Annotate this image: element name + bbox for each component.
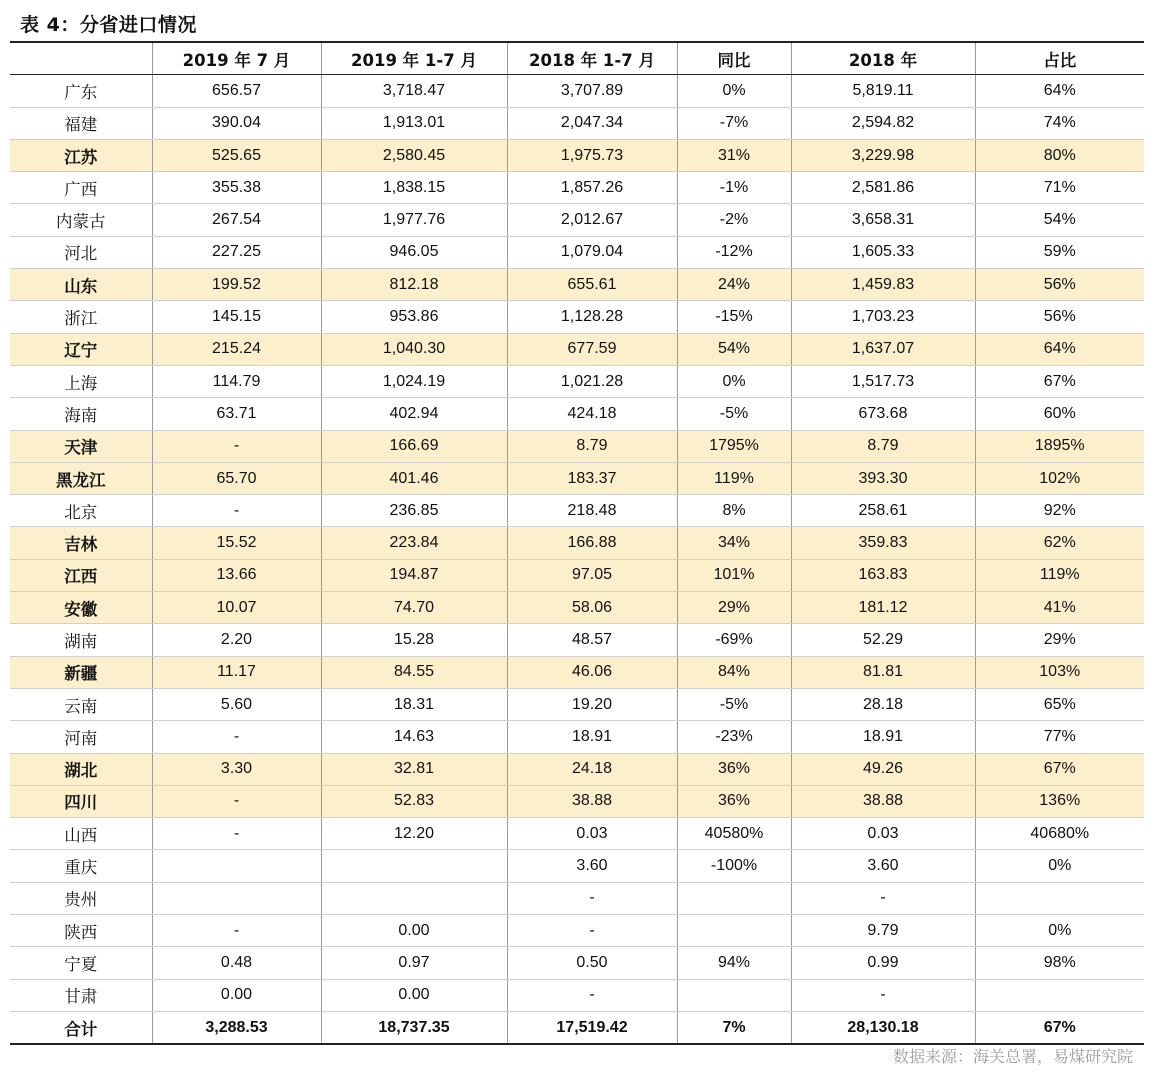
value-2018-jan-jul: 1,079.04 <box>507 236 677 268</box>
value-2018-jan-jul: 58.06 <box>507 592 677 624</box>
value-share: 136% <box>975 785 1144 817</box>
value-2018-jan-jul: - <box>507 915 677 947</box>
table-row <box>10 333 1144 365</box>
value-2019-jul: 63.71 <box>152 398 321 430</box>
value-2019-jul: - <box>152 785 321 817</box>
value-2019-jan-jul: 401.46 <box>321 462 507 494</box>
value-2018: 673.68 <box>791 398 975 430</box>
table-row <box>10 721 1144 753</box>
value-2019-jan-jul: 236.85 <box>321 495 507 527</box>
value-2019-jan-jul: 946.05 <box>321 236 507 268</box>
value-2019-jul: 656.57 <box>152 75 321 107</box>
value-2019-jul: 390.04 <box>152 107 321 139</box>
value-2018-jan-jul: 0.50 <box>507 947 677 979</box>
value-yoy <box>677 882 791 914</box>
value-2018: 2,594.82 <box>791 107 975 139</box>
value-yoy: -100% <box>677 850 791 882</box>
value-yoy: 119% <box>677 462 791 494</box>
table-row <box>10 269 1144 301</box>
value-share: 67% <box>975 1011 1144 1044</box>
value-2019-jul: - <box>152 721 321 753</box>
value-2019-jan-jul: 1,024.19 <box>321 365 507 397</box>
province-name: 四川 <box>10 785 152 817</box>
value-2019-jul: 15.52 <box>152 527 321 559</box>
value-share: 56% <box>975 301 1144 333</box>
value-2019-jul: 2.20 <box>152 624 321 656</box>
value-share: 64% <box>975 75 1144 107</box>
province-name: 云南 <box>10 688 152 720</box>
value-2019-jul: 525.65 <box>152 139 321 171</box>
value-yoy: 24% <box>677 269 791 301</box>
value-yoy: 8% <box>677 495 791 527</box>
table-row <box>10 172 1144 204</box>
value-2019-jul: 13.66 <box>152 559 321 591</box>
province-name: 山西 <box>10 818 152 850</box>
value-share: 62% <box>975 527 1144 559</box>
table-row <box>10 882 1144 914</box>
value-2019-jan-jul: 1,913.01 <box>321 107 507 139</box>
value-2018: 9.79 <box>791 915 975 947</box>
table-row <box>10 236 1144 268</box>
province-name: 重庆 <box>10 850 152 882</box>
value-2019-jul <box>152 850 321 882</box>
province-name: 湖南 <box>10 624 152 656</box>
value-yoy: 36% <box>677 785 791 817</box>
header-2019-jul: 2019 年 7 月 <box>152 42 321 75</box>
value-share: 74% <box>975 107 1144 139</box>
value-2018-jan-jul: 18.91 <box>507 721 677 753</box>
value-share: 103% <box>975 656 1144 688</box>
value-2019-jan-jul: 18.31 <box>321 688 507 720</box>
value-2018-jan-jul: 48.57 <box>507 624 677 656</box>
value-yoy: -7% <box>677 107 791 139</box>
value-2019-jul: 0.00 <box>152 979 321 1011</box>
value-2019-jan-jul: 0.97 <box>321 947 507 979</box>
value-2018-jan-jul: 24.18 <box>507 753 677 785</box>
value-2018: 1,517.73 <box>791 365 975 397</box>
value-yoy <box>677 979 791 1011</box>
value-2018-jan-jul: 166.88 <box>507 527 677 559</box>
value-2019-jan-jul: 812.18 <box>321 269 507 301</box>
table-row <box>10 656 1144 688</box>
table-row <box>10 75 1144 107</box>
value-2018: 5,819.11 <box>791 75 975 107</box>
table-row <box>10 107 1144 139</box>
table-row <box>10 785 1144 817</box>
province-name: 河南 <box>10 721 152 753</box>
value-2019-jan-jul: 52.83 <box>321 785 507 817</box>
table-row <box>10 527 1144 559</box>
value-2019-jan-jul: 32.81 <box>321 753 507 785</box>
value-2018: 3,229.98 <box>791 139 975 171</box>
table-row <box>10 688 1144 720</box>
table-row <box>10 753 1144 785</box>
value-2018-jan-jul: 0.03 <box>507 818 677 850</box>
value-2019-jan-jul: 953.86 <box>321 301 507 333</box>
value-2018: 18.91 <box>791 721 975 753</box>
value-2018: 28.18 <box>791 688 975 720</box>
table-row <box>10 915 1144 947</box>
value-share <box>975 979 1144 1011</box>
value-yoy: 54% <box>677 333 791 365</box>
value-2019-jan-jul: 14.63 <box>321 721 507 753</box>
value-share: 92% <box>975 495 1144 527</box>
value-2018: 163.83 <box>791 559 975 591</box>
value-yoy: 0% <box>677 365 791 397</box>
province-name: 江苏 <box>10 139 152 171</box>
value-yoy: -69% <box>677 624 791 656</box>
value-yoy: -12% <box>677 236 791 268</box>
province-name: 浙江 <box>10 301 152 333</box>
table-row <box>10 947 1144 979</box>
province-import-table <box>10 41 1144 1045</box>
province-name: 山东 <box>10 269 152 301</box>
value-2018-jan-jul: 19.20 <box>507 688 677 720</box>
value-2019-jan-jul <box>321 850 507 882</box>
table-row <box>10 430 1144 462</box>
value-2019-jul: 10.07 <box>152 592 321 624</box>
table-row <box>10 592 1144 624</box>
value-share: 41% <box>975 592 1144 624</box>
value-2019-jan-jul: 18,737.35 <box>321 1011 507 1044</box>
province-name: 陕西 <box>10 915 152 947</box>
value-share: 1895% <box>975 430 1144 462</box>
value-2018-jan-jul: - <box>507 979 677 1011</box>
value-share: 29% <box>975 624 1144 656</box>
value-yoy: 29% <box>677 592 791 624</box>
value-2018: 38.88 <box>791 785 975 817</box>
value-share: 67% <box>975 365 1144 397</box>
value-2018-jan-jul: 183.37 <box>507 462 677 494</box>
value-2019-jul <box>152 882 321 914</box>
value-2018: 1,459.83 <box>791 269 975 301</box>
province-name: 贵州 <box>10 882 152 914</box>
value-2019-jul: - <box>152 915 321 947</box>
header-2018-jan-jul: 2018 年 1-7 月 <box>507 42 677 75</box>
header-yoy: 同比 <box>677 42 791 75</box>
province-name: 吉林 <box>10 527 152 559</box>
value-2018-jan-jul: 1,857.26 <box>507 172 677 204</box>
value-yoy: -23% <box>677 721 791 753</box>
value-share: 119% <box>975 559 1144 591</box>
value-2019-jul: 11.17 <box>152 656 321 688</box>
value-2018: 1,703.23 <box>791 301 975 333</box>
value-share: 60% <box>975 398 1144 430</box>
value-share: 80% <box>975 139 1144 171</box>
value-2019-jul: 0.48 <box>152 947 321 979</box>
value-share: 0% <box>975 850 1144 882</box>
value-2018: 393.30 <box>791 462 975 494</box>
province-name: 内蒙古 <box>10 204 152 236</box>
value-2018-jan-jul: 1,975.73 <box>507 139 677 171</box>
value-2018: - <box>791 979 975 1011</box>
province-name: 天津 <box>10 430 152 462</box>
value-2019-jul: 5.60 <box>152 688 321 720</box>
value-share: 77% <box>975 721 1144 753</box>
province-name: 宁夏 <box>10 947 152 979</box>
value-share: 67% <box>975 753 1144 785</box>
value-yoy: 36% <box>677 753 791 785</box>
value-2018: 81.81 <box>791 656 975 688</box>
table-row <box>10 979 1144 1011</box>
value-yoy: 7% <box>677 1011 791 1044</box>
value-2018: 181.12 <box>791 592 975 624</box>
value-2019-jul: - <box>152 430 321 462</box>
value-share: 56% <box>975 269 1144 301</box>
value-share: 65% <box>975 688 1144 720</box>
value-2019-jul: 3,288.53 <box>152 1011 321 1044</box>
table-row <box>10 462 1144 494</box>
province-name: 甘肃 <box>10 979 152 1011</box>
province-name: 河北 <box>10 236 152 268</box>
value-2019-jul: 145.15 <box>152 301 321 333</box>
value-2018-jan-jul: 2,012.67 <box>507 204 677 236</box>
value-2018-jan-jul: 97.05 <box>507 559 677 591</box>
value-yoy: 34% <box>677 527 791 559</box>
value-2018-jan-jul: 8.79 <box>507 430 677 462</box>
total-row <box>10 1011 1144 1044</box>
value-yoy: 0% <box>677 75 791 107</box>
value-2018-jan-jul: 1,021.28 <box>507 365 677 397</box>
value-share: 59% <box>975 236 1144 268</box>
value-share: 98% <box>975 947 1144 979</box>
value-2019-jul: - <box>152 495 321 527</box>
value-share: 71% <box>975 172 1144 204</box>
value-2019-jul: 227.25 <box>152 236 321 268</box>
value-share: 40680% <box>975 818 1144 850</box>
province-name: 辽宁 <box>10 333 152 365</box>
value-2019-jan-jul: 166.69 <box>321 430 507 462</box>
value-2018: 28,130.18 <box>791 1011 975 1044</box>
value-2018-jan-jul: 2,047.34 <box>507 107 677 139</box>
value-2019-jul: - <box>152 818 321 850</box>
table-row <box>10 495 1144 527</box>
table-title: 表 4：分省进口情况 <box>20 14 197 36</box>
province-name: 福建 <box>10 107 152 139</box>
value-2018-jan-jul: 38.88 <box>507 785 677 817</box>
value-2019-jan-jul: 1,040.30 <box>321 333 507 365</box>
table-row <box>10 559 1144 591</box>
value-2018: - <box>791 882 975 914</box>
source-note: 数据来源：海关总署，易煤研究院 <box>892 1047 1133 1066</box>
value-yoy: 31% <box>677 139 791 171</box>
table-row <box>10 850 1144 882</box>
value-2019-jan-jul: 3,718.47 <box>321 75 507 107</box>
value-2018-jan-jul: 655.61 <box>507 269 677 301</box>
province-name: 北京 <box>10 495 152 527</box>
table-row <box>10 301 1144 333</box>
province-name: 江西 <box>10 559 152 591</box>
header-2019-jan-jul: 2019 年 1-7 月 <box>321 42 507 75</box>
province-name: 海南 <box>10 398 152 430</box>
value-share: 0% <box>975 915 1144 947</box>
value-2019-jan-jul: 2,580.45 <box>321 139 507 171</box>
value-2019-jul: 199.52 <box>152 269 321 301</box>
value-2018: 52.29 <box>791 624 975 656</box>
table-row <box>10 139 1144 171</box>
value-2018-jan-jul: 3,707.89 <box>507 75 677 107</box>
value-2018: 3.60 <box>791 850 975 882</box>
value-2018: 2,581.86 <box>791 172 975 204</box>
value-2018-jan-jul: 17,519.42 <box>507 1011 677 1044</box>
province-name: 广西 <box>10 172 152 204</box>
value-share: 102% <box>975 462 1144 494</box>
value-yoy: -1% <box>677 172 791 204</box>
province-name: 黑龙江 <box>10 462 152 494</box>
value-2019-jan-jul: 84.55 <box>321 656 507 688</box>
value-2018: 49.26 <box>791 753 975 785</box>
province-name: 新疆 <box>10 656 152 688</box>
value-2019-jul: 65.70 <box>152 462 321 494</box>
province-name: 广东 <box>10 75 152 107</box>
value-2019-jan-jul: 15.28 <box>321 624 507 656</box>
value-2019-jan-jul: 402.94 <box>321 398 507 430</box>
value-2019-jan-jul: 223.84 <box>321 527 507 559</box>
province-name: 合计 <box>10 1011 152 1044</box>
value-yoy: 84% <box>677 656 791 688</box>
value-2019-jul: 3.30 <box>152 753 321 785</box>
value-yoy: 94% <box>677 947 791 979</box>
province-name: 湖北 <box>10 753 152 785</box>
value-2018-jan-jul: 218.48 <box>507 495 677 527</box>
value-2019-jan-jul: 12.20 <box>321 818 507 850</box>
table-row <box>10 398 1144 430</box>
value-2018: 0.03 <box>791 818 975 850</box>
value-2019-jan-jul: 74.70 <box>321 592 507 624</box>
table-row <box>10 365 1144 397</box>
table-row <box>10 818 1144 850</box>
value-2019-jan-jul: 1,977.76 <box>321 204 507 236</box>
table-row <box>10 204 1144 236</box>
value-share <box>975 882 1144 914</box>
value-2019-jul: 114.79 <box>152 365 321 397</box>
value-2019-jan-jul: 194.87 <box>321 559 507 591</box>
value-2018: 0.99 <box>791 947 975 979</box>
table-row <box>10 624 1144 656</box>
province-name: 上海 <box>10 365 152 397</box>
header-share: 占比 <box>975 42 1144 75</box>
value-yoy: 40580% <box>677 818 791 850</box>
value-2019-jul: 355.38 <box>152 172 321 204</box>
value-yoy: -5% <box>677 398 791 430</box>
value-2018: 1,605.33 <box>791 236 975 268</box>
value-2019-jul: 215.24 <box>152 333 321 365</box>
value-yoy: 1795% <box>677 430 791 462</box>
value-2019-jan-jul: 0.00 <box>321 979 507 1011</box>
value-2018-jan-jul: 3.60 <box>507 850 677 882</box>
table-body <box>10 75 1144 1044</box>
value-yoy <box>677 915 791 947</box>
value-2018-jan-jul: 424.18 <box>507 398 677 430</box>
header-2018: 2018 年 <box>791 42 975 75</box>
value-2018: 1,637.07 <box>791 333 975 365</box>
value-2018-jan-jul: - <box>507 882 677 914</box>
value-2019-jan-jul <box>321 882 507 914</box>
value-2018-jan-jul: 46.06 <box>507 656 677 688</box>
value-2018: 258.61 <box>791 495 975 527</box>
value-share: 64% <box>975 333 1144 365</box>
province-name: 安徽 <box>10 592 152 624</box>
value-yoy: -5% <box>677 688 791 720</box>
header-row <box>10 42 1144 75</box>
value-2019-jul: 267.54 <box>152 204 321 236</box>
value-yoy: -2% <box>677 204 791 236</box>
value-2019-jan-jul: 0.00 <box>321 915 507 947</box>
value-share: 54% <box>975 204 1144 236</box>
value-2018: 8.79 <box>791 430 975 462</box>
value-2019-jan-jul: 1,838.15 <box>321 172 507 204</box>
header-province <box>10 42 152 75</box>
value-2018: 359.83 <box>791 527 975 559</box>
value-2018: 3,658.31 <box>791 204 975 236</box>
value-2018-jan-jul: 677.59 <box>507 333 677 365</box>
value-2018-jan-jul: 1,128.28 <box>507 301 677 333</box>
value-yoy: 101% <box>677 559 791 591</box>
value-yoy: -15% <box>677 301 791 333</box>
